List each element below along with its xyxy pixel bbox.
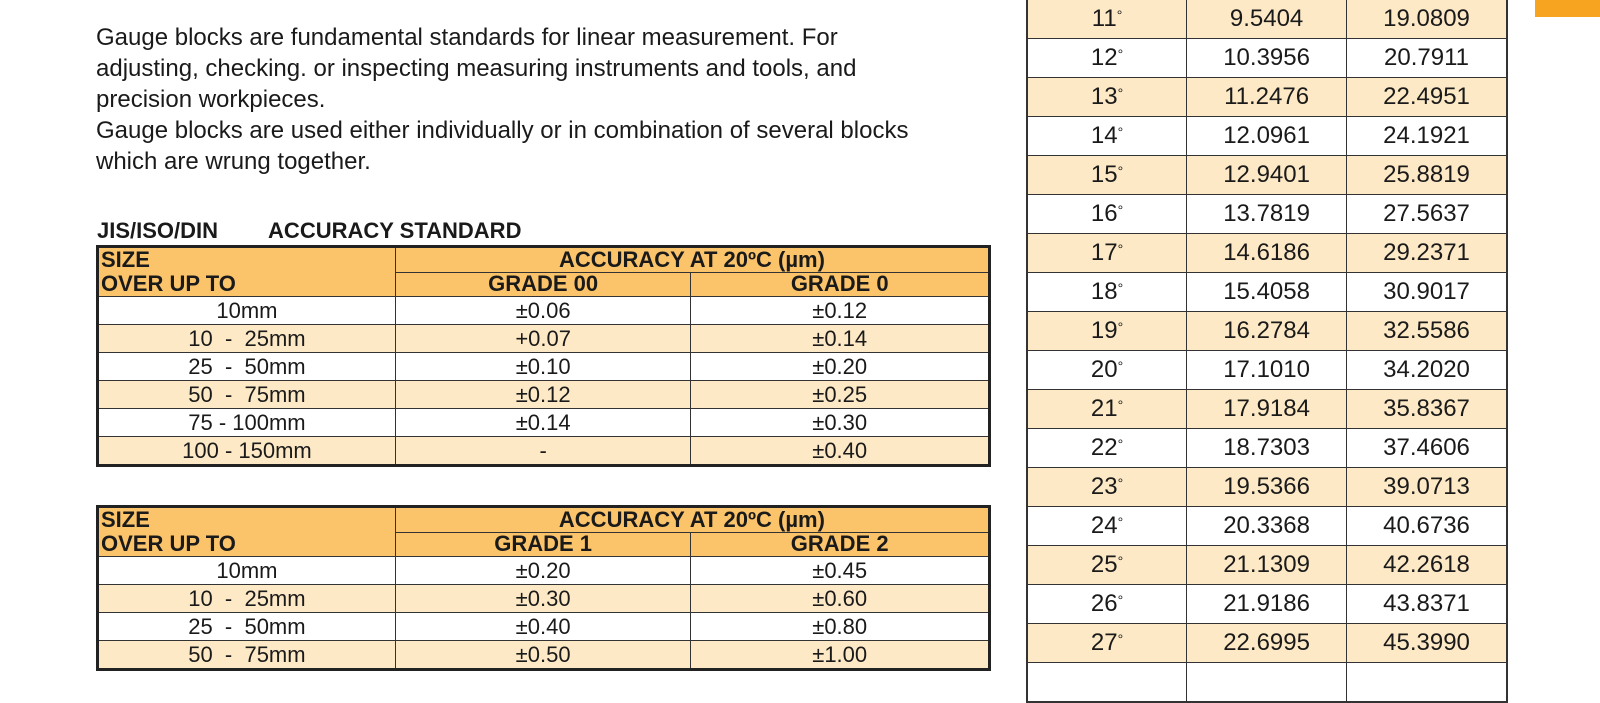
angle-value-cell: 21.9186 [1187,585,1347,624]
degree-symbol: ° [1116,7,1123,23]
angle-degree-cell [1027,156,1187,195]
angle-value-cell: 34.2020 [1347,351,1507,390]
tolerance-cell: ±0.06 [395,297,691,325]
section-heading [97,218,521,244]
degree-symbol: ° [1117,319,1124,335]
angle-value-cell: 12.9401 [1187,156,1347,195]
angle-degree-cell [1027,546,1187,585]
degree-value: 27 [1090,629,1118,656]
tolerance-cell: ±0.12 [691,297,990,325]
degree-value: 13 [1090,83,1118,110]
accuracy-header: ACCURACY AT 20ºC (µm) [395,507,989,533]
angle-value-cell: 40.6736 [1347,507,1507,546]
table-row [1027,663,1507,703]
tolerance-cell: +0.07 [395,325,691,353]
angle-value-cell [1187,663,1347,703]
angle-value-cell: 25.8819 [1347,156,1507,195]
table-row [98,613,990,641]
angle-degree-cell [1027,585,1187,624]
angle-value-cell: 32.5586 [1347,312,1507,351]
tolerance-cell: ±0.20 [395,557,691,585]
degree-symbol: ° [1117,514,1124,530]
angle-degree-cell [1027,117,1187,156]
angle-value-cell: 20.7911 [1347,39,1507,78]
degree-value: 21 [1090,395,1118,422]
angle-degree-cell [1027,429,1187,468]
size-range-cell: 75 - 100mm [98,409,396,437]
angle-value-cell: 43.8371 [1347,585,1507,624]
tolerance-cell: ±0.14 [691,325,990,353]
grade-header-a: GRADE 00 [395,272,691,297]
angle-values-table [1026,0,1508,703]
angle-value-cell: 18.7303 [1187,429,1347,468]
size-header [98,247,396,297]
angle-value-cell: 19.0809 [1347,0,1507,39]
degree-symbol: ° [1117,202,1124,218]
degree-value: 18 [1090,278,1118,305]
table-row [1027,429,1507,468]
grade-header-b: GRADE 0 [691,272,990,297]
degree-value: 23 [1090,473,1118,500]
over-up-to-label: OVER UP TO [101,531,236,556]
table-header-row [98,247,990,273]
angle-value-cell: 15.4058 [1187,273,1347,312]
accuracy-table-grade-00-0 [96,245,991,467]
tolerance-cell: ±0.14 [395,409,691,437]
degree-symbol: ° [1117,397,1124,413]
accuracy-header: ACCURACY AT 20ºC (µm) [395,247,989,273]
size-range-cell: 10mm [98,297,396,325]
intro-paragraph-1: Gauge blocks are fundamental standards for linear measurement. For adjusting, checking. or inspecting measuring instruments and tools, and precision workpieces. [96,24,857,113]
table-row [98,437,990,466]
size-header [98,507,396,557]
angle-degree-cell [1027,273,1187,312]
angle-degree-cell [1027,351,1187,390]
size-range-cell: 10mm [98,557,396,585]
degree-value: 24 [1090,512,1118,539]
degree-symbol: ° [1117,46,1124,62]
angle-value-cell: 30.9017 [1347,273,1507,312]
angle-value-cell: 45.3990 [1347,624,1507,663]
page-tab-marker [1535,0,1600,17]
angle-value-cell: 39.0713 [1347,468,1507,507]
degree-value: 25 [1090,551,1118,578]
angle-value-cell [1347,663,1507,703]
degree-symbol: ° [1117,358,1124,374]
tolerance-cell: ±0.25 [691,381,990,409]
table-row [98,325,990,353]
angle-value-cell: 16.2784 [1187,312,1347,351]
angle-value-cell: 20.3368 [1187,507,1347,546]
table-row [1027,468,1507,507]
tolerance-cell: ±0.30 [691,409,990,437]
angle-degree-cell [1027,312,1187,351]
degree-value: 16 [1090,200,1118,227]
angle-value-cell: 19.5366 [1187,468,1347,507]
standards-label: JIS/ISO/DIN [97,218,219,243]
degree-symbol: ° [1117,592,1124,608]
degree-value: 11 [1091,5,1117,32]
degree-symbol: ° [1117,85,1124,101]
table-row [98,297,990,325]
angle-degree-cell [1027,195,1187,234]
degree-symbol: ° [1117,475,1124,491]
angle-degree-cell [1027,234,1187,273]
tolerance-cell: ±0.50 [395,641,691,670]
tolerance-cell: ±0.10 [395,353,691,381]
tolerance-cell: ±0.60 [691,585,990,613]
angle-value-cell: 42.2618 [1347,546,1507,585]
angle-value-cell: 27.5637 [1347,195,1507,234]
angle-degree-cell [1027,390,1187,429]
tolerance-cell: ±1.00 [691,641,990,670]
angle-degree-cell [1027,0,1187,39]
size-range-cell: 50 - 75mm [98,641,396,670]
table-row [1027,546,1507,585]
degree-value: 15 [1090,161,1118,188]
table-row [1027,390,1507,429]
degree-symbol: ° [1117,436,1124,452]
size-range-cell: 100 - 150mm [98,437,396,466]
table-row [98,557,990,585]
angle-value-cell: 9.5404 [1187,0,1347,39]
table-header-row [98,507,990,533]
angle-value-cell: 11.2476 [1187,78,1347,117]
tolerance-cell: - [395,437,691,466]
degree-value: 26 [1090,590,1118,617]
table-row [1027,351,1507,390]
degree-value: 22 [1090,434,1118,461]
table-row [1027,507,1507,546]
degree-symbol: ° [1117,124,1124,140]
table-row [1027,78,1507,117]
tolerance-cell: ±0.80 [691,613,990,641]
degree-value: 17 [1090,239,1118,266]
intro-text [96,22,936,177]
angle-value-cell: 17.9184 [1187,390,1347,429]
angle-value-cell: 17.1010 [1187,351,1347,390]
degree-symbol: ° [1117,553,1124,569]
degree-value: 12 [1090,44,1118,71]
table-row [1027,234,1507,273]
table-row [98,381,990,409]
angle-value-cell: 21.1309 [1187,546,1347,585]
angle-value-cell: 22.6995 [1187,624,1347,663]
tolerance-cell: ±0.30 [395,585,691,613]
table-row [1027,156,1507,195]
size-range-cell: 25 - 50mm [98,613,396,641]
angle-value-cell: 22.4951 [1347,78,1507,117]
degree-value: 20 [1090,356,1118,383]
table-row [1027,0,1507,39]
table-row [98,585,990,613]
intro-paragraph-2: Gauge blocks are used either individually or in combination of several blocks which are wrung together. [96,117,909,175]
size-header-label: SIZE [101,507,150,532]
table-row [1027,117,1507,156]
angle-value-cell: 10.3956 [1187,39,1347,78]
section-title: ACCURACY STANDARD [268,218,522,243]
size-range-cell: 10 - 25mm [98,585,396,613]
grade-header-a: GRADE 1 [395,532,691,557]
table-row [1027,312,1507,351]
tolerance-cell: ±0.45 [691,557,990,585]
angle-value-cell: 24.1921 [1347,117,1507,156]
angle-degree-cell [1027,78,1187,117]
grade-header-b: GRADE 2 [691,532,990,557]
tolerance-cell: ±0.40 [691,437,990,466]
table-row [1027,39,1507,78]
angle-value-cell: 12.0961 [1187,117,1347,156]
size-range-cell: 10 - 25mm [98,325,396,353]
table-row [98,409,990,437]
angle-value-cell: 29.2371 [1347,234,1507,273]
degree-symbol: ° [1117,280,1124,296]
size-range-cell: 25 - 50mm [98,353,396,381]
table-row [1027,624,1507,663]
table-row [1027,195,1507,234]
tolerance-cell: ±0.40 [395,613,691,641]
degree-symbol: ° [1117,631,1124,647]
degree-value: 14 [1090,122,1118,149]
over-up-to-label: OVER UP TO [101,271,236,296]
angle-degree-cell [1027,663,1187,703]
table-row [98,353,990,381]
size-range-cell: 50 - 75mm [98,381,396,409]
size-header-label: SIZE [101,247,150,272]
degree-value: 19 [1090,317,1118,344]
table-row [98,641,990,670]
angle-value-cell: 14.6186 [1187,234,1347,273]
angle-degree-cell [1027,507,1187,546]
degree-symbol: ° [1117,241,1124,257]
angle-value-cell: 13.7819 [1187,195,1347,234]
tolerance-cell: ±0.12 [395,381,691,409]
angle-value-cell: 37.4606 [1347,429,1507,468]
tolerance-cell: ±0.20 [691,353,990,381]
angle-degree-cell [1027,39,1187,78]
angle-degree-cell [1027,624,1187,663]
table-row [1027,585,1507,624]
degree-symbol: ° [1117,163,1124,179]
angle-value-cell: 35.8367 [1347,390,1507,429]
table-row [1027,273,1507,312]
angle-degree-cell [1027,468,1187,507]
accuracy-table-grade-1-2 [96,505,991,671]
